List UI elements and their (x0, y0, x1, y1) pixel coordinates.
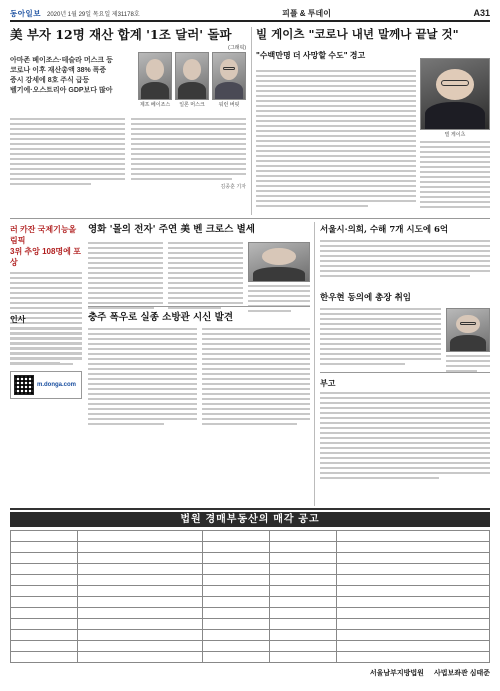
deck-line-2: 코로나 이후 재산총액 38% 폭증 (10, 67, 107, 74)
table-row (11, 652, 490, 663)
ff-col-2 (202, 328, 311, 428)
story-gates (256, 27, 490, 61)
story-seoul (320, 224, 490, 280)
billionaire-photo-2 (175, 52, 209, 100)
story-billionaires-headline[interactable]: 美 부자 12명 재산 합계 '1조 달러' 돌파 (10, 27, 232, 42)
auction-table (10, 530, 490, 663)
story-firefighter (88, 312, 310, 324)
masthead-left (10, 8, 140, 19)
obit-col-3 (248, 242, 310, 315)
table-row (11, 630, 490, 641)
obit-col-1 (88, 242, 163, 315)
ad-title[interactable]: 법원 경매부동산의 매각 공고 (10, 512, 490, 527)
seoul-body (320, 240, 490, 277)
story-firefighter-headline[interactable]: 충주 폭우로 실종 소방관 시신 발견 (88, 312, 234, 323)
photo-caption-1: 제프 베이조스 (139, 102, 171, 108)
mobile-promo[interactable] (10, 371, 82, 399)
horizontal-divider-2 (88, 306, 310, 307)
table-row (11, 531, 490, 542)
story-seoul-headline[interactable]: 서울시·의회, 수해 7개 시도에 6억 (320, 225, 449, 235)
deck-line-1: 아마존 베이조스·테슬라 머스크 등 (10, 57, 113, 64)
obituary-photo (248, 242, 310, 282)
notice-column (10, 314, 82, 399)
table-row (11, 608, 490, 619)
story-skills-headline[interactable]: 러 카잔 국제기능올림픽 (10, 225, 77, 245)
obituary-notices (320, 378, 490, 482)
table-row (11, 575, 490, 586)
ff-col-1 (88, 328, 197, 428)
story-gates-headline[interactable]: 빌 게이츠 "코로나 내년 말께나 끝날 것" (256, 27, 459, 41)
story-billionaires-body (10, 118, 246, 190)
story-gates-subhead: "수백만명 더 사망할 수도" 경고 (256, 51, 366, 60)
story-billionaires (10, 27, 246, 51)
story-obituary (88, 224, 310, 236)
obituary-notices-body (320, 392, 490, 479)
table-row (11, 597, 490, 608)
horizontal-divider-3 (320, 372, 490, 373)
story-president (320, 292, 490, 304)
notice-label: 인사 (10, 315, 26, 324)
gates-photo (420, 58, 490, 130)
photo-caption-2: 일론 머스크 (179, 102, 205, 108)
deck-line-4: 벨기에·오스트리아 GDP보다 많아 (10, 87, 113, 94)
column-divider (251, 27, 252, 215)
president-photo (446, 308, 490, 352)
table-row (11, 586, 490, 597)
mobile-url[interactable]: m.donga.com (37, 382, 77, 388)
ad-officer: 사법보좌관 심태준 (433, 670, 490, 677)
photo-block-2 (175, 52, 209, 108)
story-firefighter-body (88, 328, 310, 428)
table-row (11, 542, 490, 553)
paper-logo: 동아일보 (10, 8, 41, 18)
gates-photo-block (420, 58, 490, 211)
ad-court: 서울남부지방법원 (369, 670, 424, 677)
table-row (11, 619, 490, 630)
story-president-body (320, 308, 490, 375)
billionaire-photo-3 (212, 52, 246, 100)
story-billionaires-deck (10, 56, 132, 96)
section-title: 피플 & 투데이 (282, 8, 331, 18)
story1-byline: 김종훈 기자 (220, 184, 246, 190)
horizontal-divider-1 (10, 218, 490, 219)
gates-col-1 (256, 70, 416, 210)
story-obituary-body (88, 242, 310, 315)
billionaire-photo-1 (138, 52, 172, 100)
ad-top-border (10, 508, 490, 510)
deck-line-3: 증시 강세에 8호 주식 급등 (10, 77, 90, 84)
photo-block-1 (138, 52, 172, 108)
body-col-2 (131, 118, 246, 190)
obituary-label: 부고 (320, 379, 336, 388)
ad-footer (10, 668, 490, 678)
pres-col-1 (320, 308, 441, 375)
photo-block-3 (212, 52, 246, 108)
masthead (10, 6, 490, 22)
photo-caption-3: 워런 버핏 (218, 102, 240, 108)
table-row (11, 564, 490, 575)
pres-photo-block (446, 308, 490, 375)
notice-body (10, 328, 82, 365)
billionaire-photos (138, 52, 246, 108)
story-president-headline[interactable]: 한우현 동의에 총장 취임 (320, 293, 411, 303)
court-auction-ad (10, 512, 490, 678)
gates-col-2 (420, 141, 490, 208)
table-row (11, 553, 490, 564)
issue-date: 2020년 1월 29일 목요일 제31178호 (46, 11, 140, 18)
photo-credit: (그래픽) (228, 45, 246, 51)
table-row (11, 641, 490, 652)
page-number: A31 (473, 8, 490, 18)
qr-code-icon (14, 375, 34, 395)
column-divider-2 (314, 222, 315, 506)
story-skills-headline-2[interactable]: 3위 추앙 108명에 포상 (10, 247, 81, 267)
story-gates-body (256, 70, 416, 210)
body-col-1 (10, 118, 125, 190)
obit-col-2 (168, 242, 243, 315)
gates-photo-caption: 빌 게이츠 (444, 132, 466, 138)
story-obituary-headline[interactable]: 영화 '몰의 전자' 주연 美 벤 크로스 별세 (88, 224, 255, 235)
